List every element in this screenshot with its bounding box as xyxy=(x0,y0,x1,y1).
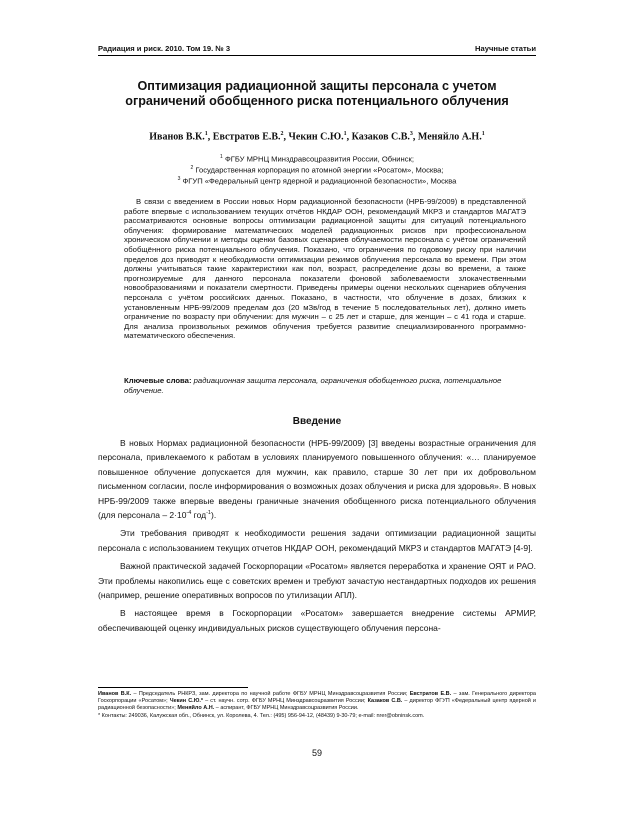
page-number: 59 xyxy=(311,748,322,758)
author-sup: 1 xyxy=(343,131,347,137)
paragraph: В настоящее время в Госкорпорации «Росатом» завершается внедрение системы АРМИР, обеспечивающей оценку индивидуальных рисков существующего облучения персона- xyxy=(98,608,536,633)
affiliation: $^2$ Государственная корпорация по атомной энергии «Росатом», Москва; xyxy=(190,165,444,175)
footnote-authors: Иванов В.К. – Председатель РНКРЗ, зам. директора по научной работе ФГБУ МРНЦ Минздравсоцразвития России; Евстратов Е.В. – зам. Генерального директора Госкорпорации «Росатом»; Чекин С.Ю.* – ст. научн. сотр. ФГБУ МРНЦ Минздравсоцразвития России; Казаков С.В. – директор ФГУП «Федеральный центр ядерной и радиационной безопасности»; Меняйло А.Н. – аспирант, ФГБУ МРНЦ Минздравсоцразвития России. xyxy=(98,691,536,712)
paragraph: Эти требования приводят к необходимости решения задачи оптимизации радиационной защиты персонала с использованием текущих отчетов НКДАР ООН, рекомендаций МКРЗ и стандартов МАГАТЭ [4-9]. xyxy=(98,528,536,553)
author-name: Меняйло А.Н. xyxy=(417,131,482,143)
affiliations xyxy=(98,153,536,186)
footnotes xyxy=(98,691,536,720)
author-sup: 3 xyxy=(409,131,413,137)
keywords-label: Ключевые слова: xyxy=(124,376,192,385)
article-title: Оптимизация радиационной защиты персонала с учетом ограничений обобщенного риска потенциального облучения xyxy=(125,79,509,108)
journal-citation: Радиация и риск. 2010. Том 19. № 3 xyxy=(98,44,231,53)
author-name: Чекин С.Ю. xyxy=(288,131,344,143)
section-label: Научные статьи xyxy=(475,44,536,53)
running-header xyxy=(98,44,536,56)
abstract: В связи с введением в России новых Норм радиационной безопасности (НРБ-99/2009) в представленной работе впервые с использованием текущих отчётов НКДАР ООН, рекомендаций МКРЗ и стандартов МАГАТЭ рассматриваются основные вопросы оптимизации радиационной защиты для ситуаций потенциального облучения: формирование математических моделей радиационных рисков при профессиональном хроническом облучении и методы оценки базовых сценариев облучаемости персонала с учётом ограничений обобщённого риска потенциального облучения. Показано, что ограничения по годовому риску при наличии пределов доз приводят к необходимости оптимизации режимов облучения персонала во времени. При этом должны учитываться такие характеристики как пол, возраст, распределение дозы во времени, а также прогнозируемые для данного персонала показатели фоновой заболеваемости злокачественными новообразованиями и показатели смертности. Приведены примеры оценки нескольких сценариев облучения персонала с учётом российских данных. Показано, в частности, что облучение в дозах, близких к установленным НРБ-99/2009 пределам доз (20 мЗв/год в течение 5 последовательных лет), должно иметь ограничение по возрасту при облучении: для мужчин – с 25 лет и старше, для женщин – с 41 года и старше. Для анализа произвольных режимов облучения требуется развитие специализированного программно-математического обеспечения. xyxy=(124,197,526,341)
footnote-rule xyxy=(98,687,248,688)
author-sup: 2 xyxy=(280,131,284,137)
author-sup: 1 xyxy=(481,131,485,137)
body-text xyxy=(98,436,536,639)
affiliation: $^3$ ФГУП «Федеральный центр ядерной и радиационной безопасности», Москва xyxy=(177,176,457,186)
section-heading: Введение xyxy=(292,416,342,427)
footnote-contacts: * Контакты: 249036, Калужская обл., Обнинск, ул. Королева, 4. Тел.: (495) 956-94-12, (48439) 9-30-79; e-mail: nrer@obninsk.com. xyxy=(98,712,425,719)
author-list: Иванов В.К.$^1$, Евстратов Е.В.$^2$, Чекин С.Ю.$^1$, Казаков С.В.$^3$, Меняйло А.Н.$^1$ xyxy=(149,131,485,143)
author-name: Иванов В.К. xyxy=(149,131,205,143)
author-sup: 1 xyxy=(204,131,208,137)
affiliation: $^1$ ФГБУ МРНЦ Минздравсоцразвития России, Обнинск; xyxy=(220,154,414,164)
author-name: Казаков С.В. xyxy=(351,131,410,143)
author-name: Евстратов Е.В. xyxy=(212,131,281,143)
paragraph: В новых Нормах радиационной безопасности (НРБ-99/2009) [3] введены возрастные ограничения для персонала, привлекаемого к работам в условиях планируемого повышенного облучения: «… планируемое повышенное облучение допускается для мужчин, как правило, старше 30 лет при их добровольном письменном согласии, после информирования о возможных дозах облучения и риска для здоровья». В новых НРБ-99/2009 также впервые введены граничные значения обобщенного риска потенциального облучения (для персонала – $2\cdot 10^{-4}$ год$^{-1}$). xyxy=(98,438,536,521)
paragraph: Важной практической задачей Госкорпорации «Росатом» является переработка и хранение ОЯТ и РАО. Эти проблемы накопились еще с советских времен и требуют зачастую нестандартных подходов их решения (например, решение оперативных вопросов по утилизации АПЛ). xyxy=(98,561,536,601)
keywords-text: радиационная защита персонала, ограничения обобщенного риска, потенциальное облучение. xyxy=(124,376,502,395)
keywords xyxy=(124,376,526,395)
